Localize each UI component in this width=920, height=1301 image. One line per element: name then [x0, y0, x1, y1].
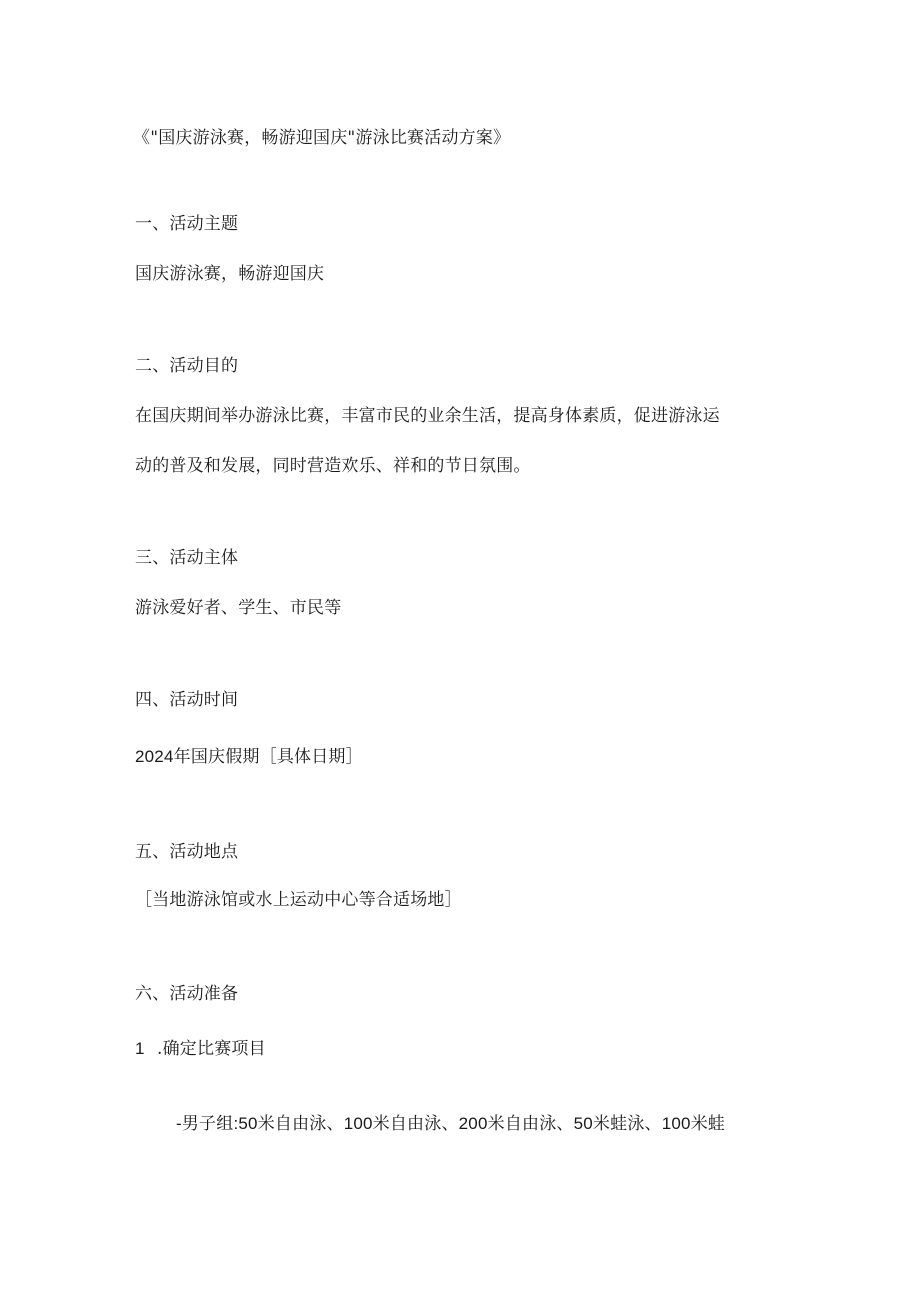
- list-item-label: .确定比赛项目: [157, 1039, 266, 1059]
- section-heading-theme: 一、活动主题: [135, 214, 239, 234]
- section-heading-participants: 三、活动主体: [135, 548, 239, 568]
- section-text-time: 2024年国庆假期［具体日期］: [135, 747, 363, 766]
- list-item-event-selection: [135, 1037, 266, 1061]
- section-heading-time: 四、活动时间: [135, 690, 239, 710]
- list-subitem-mens-group: -男子组:50米自由泳、100米自由泳、200米自由泳、50米蛙泳、100米蛙: [176, 1114, 726, 1133]
- list-item-number: 1: [135, 1039, 145, 1058]
- section-heading-purpose: 二、活动目的: [135, 356, 239, 376]
- section-text-theme: 国庆游泳赛，畅游迎国庆: [135, 264, 325, 284]
- section-text-purpose-line-1: 在国庆期间举办游泳比赛，丰富市民的业余生活，提高身体素质，促进游泳运: [135, 406, 720, 426]
- section-text-purpose-line-2: 动的普及和发展，同时营造欢乐、祥和的节日氛围。: [135, 456, 531, 476]
- section-text-participants: 游泳爱好者、学生、市民等: [135, 598, 342, 618]
- section-heading-preparation: 六、活动准备: [135, 984, 239, 1004]
- section-text-location: ［当地游泳馆或水上运动中心等合适场地］: [135, 890, 462, 910]
- section-heading-location: 五、活动地点: [135, 842, 239, 862]
- document-title: 《"国庆游泳赛，畅游迎国庆"游泳比赛活动方案》: [133, 128, 511, 148]
